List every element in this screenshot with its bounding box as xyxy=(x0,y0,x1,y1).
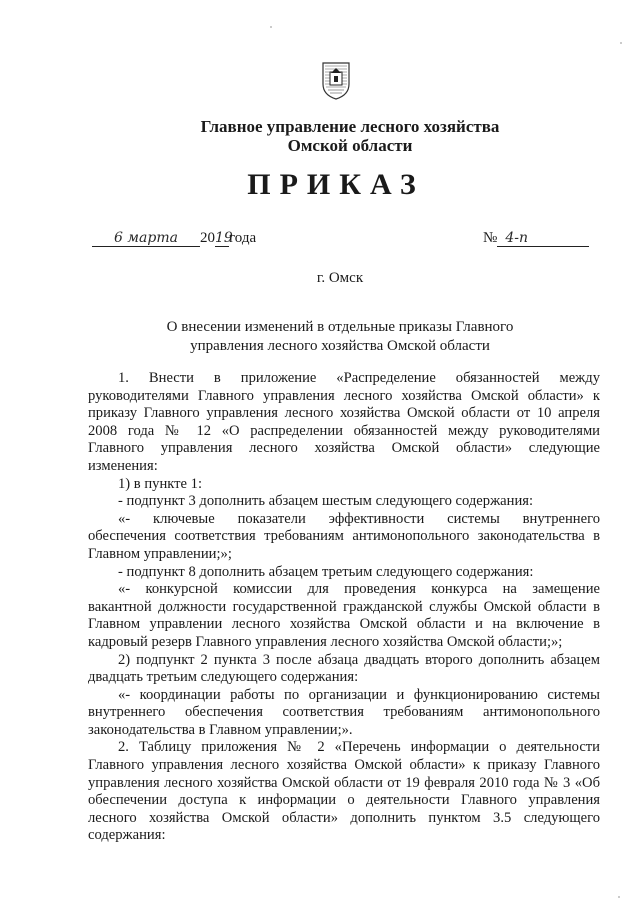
document-type-title: ПРИКАЗ xyxy=(247,168,425,201)
body-line: обеспечении доступа к информации о деятельности Главного управления xyxy=(88,792,600,809)
body-line: Главном управлении лесного хозяйства Омской области и на включение в xyxy=(88,616,600,633)
order-date xyxy=(92,230,256,247)
omsk-coat-of-arms-icon xyxy=(321,60,351,100)
body-line: руководителями Главного управления лесного хозяйства Омской области» к xyxy=(88,387,600,404)
organization-name-line1: Главное управление лесного хозяйства xyxy=(200,117,500,136)
body-line: Главном управлении;»; xyxy=(88,545,232,562)
body-line: - подпункт 3 дополнить абзацем шестым следующего содержания: xyxy=(118,493,534,510)
body-line: 1. Внести в приложение «Распределение обязанностей между xyxy=(118,370,600,386)
body-line: 1) в пункте 1: xyxy=(118,475,203,492)
year-prefix: 20 xyxy=(200,230,215,246)
body-line: 2008 года № 12 «О распределении обязанностей между руководителями xyxy=(88,422,600,439)
order-number xyxy=(483,230,589,247)
scan-speck xyxy=(270,26,272,28)
subject-line: О внесении изменений в отдельные приказы Главного xyxy=(166,319,514,335)
body-line: двадцать третьим следующего содержания: xyxy=(88,669,359,686)
year-handwritten: 19 xyxy=(215,230,233,246)
body-line: «- конкурсной комиссии для проведения конкурса на замещение xyxy=(118,581,600,598)
scan-speck xyxy=(620,42,622,44)
body-line: изменения: xyxy=(88,457,158,474)
body-line: кадровый резерв Главного управления лесного хозяйства Омской области;»; xyxy=(88,633,563,650)
order-subject xyxy=(100,318,580,356)
body-line: «- координации работы по организации и функционированию системы xyxy=(118,686,600,703)
body-line: управления лесного хозяйства Омской области от 19 февраля 2010 года № 3 «Об xyxy=(88,774,600,791)
body-line: лесного хозяйства Омской области» дополнить пунктом 3.5 следующего xyxy=(88,809,600,826)
body-line: Главного управления лесного хозяйства Омской области» следующие xyxy=(88,440,600,457)
body-line: законодательства в Главном управлении;». xyxy=(88,721,353,738)
year-suffix: года xyxy=(229,230,257,246)
subject-line: управления лесного хозяйства Омской области xyxy=(190,338,490,354)
body-line: обеспечения соответствия требованиям антимонопольного законодательства в xyxy=(88,528,600,545)
body-line: «- ключевые показатели эффективности системы внутреннего xyxy=(118,510,600,527)
body-line: - подпункт 8 дополнить абзацем третьим следующего содержания: xyxy=(118,563,534,580)
date-handwritten: 6 марта xyxy=(92,230,200,247)
order-body xyxy=(88,370,600,845)
body-line: 2) подпункт 2 пункта 3 после абзаца двадцать второго дополнить абзацем xyxy=(118,651,600,668)
body-line: вакантной должности государственной гражданской службы Омской области в xyxy=(88,598,600,615)
body-line: приказу Главного управления лесного хозяйства Омской области от 10 апреля xyxy=(88,405,600,422)
city: г. Омск xyxy=(316,270,364,286)
scan-speck xyxy=(618,896,620,898)
number-handwritten: 4-п xyxy=(497,230,589,247)
body-line: Главного управления лесного хозяйства Омской области» к приказу Главного xyxy=(88,757,600,774)
body-line: 2. Таблицу приложения № 2 «Перечень информации о деятельности xyxy=(118,739,600,756)
organization-name-line2: Омской области xyxy=(287,136,413,155)
body-line: содержания: xyxy=(88,827,166,844)
number-label: № xyxy=(483,230,498,246)
body-line: внутреннего обеспечения соответствия требованиям антимонопольного xyxy=(88,704,600,721)
